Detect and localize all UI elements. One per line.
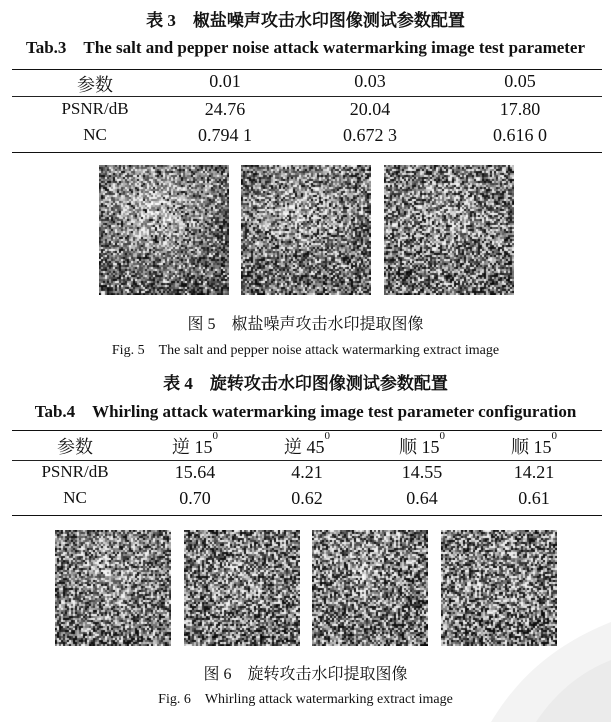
table4-row1-col4: 14.21 bbox=[513, 462, 555, 482]
fig6-caption-cn: 图 6 旋转攻击水印提取图像 bbox=[203, 666, 408, 683]
table3-title-cn: 表 3 椒盐噪声攻击水印图像测试参数配置 bbox=[146, 11, 465, 30]
fig6-image-3 bbox=[312, 530, 428, 646]
table3-row2-label: NC bbox=[83, 125, 107, 144]
table4-header-rule bbox=[12, 460, 602, 461]
fig5-image-3 bbox=[384, 165, 514, 295]
table4-header-col4: 顺 $15^0$ bbox=[511, 430, 557, 457]
table3-row1-col3: 17.80 bbox=[499, 99, 541, 119]
fig5-image-2 bbox=[241, 165, 371, 295]
table4-row2-col1: 0.70 bbox=[179, 488, 211, 508]
table3-title-en: Tab.3 The salt and pepper noise attack watermarking image test parameter bbox=[25, 38, 586, 57]
table3-bottom-rule bbox=[12, 152, 602, 153]
table4-header-param: 参数 bbox=[57, 437, 93, 457]
table4-row2-col3: 0.64 bbox=[406, 488, 438, 508]
table4-row1-col2: 4.21 bbox=[291, 462, 323, 482]
table3-header-rule bbox=[12, 96, 602, 97]
table4-row1-col1: 15.64 bbox=[174, 462, 216, 482]
corner-watermark-decoration bbox=[451, 602, 611, 722]
table4-title-cn: 表 4 旋转攻击水印图像测试参数配置 bbox=[163, 374, 448, 393]
table4-header-col3: 顺 $15^0$ bbox=[399, 430, 445, 457]
fig6-caption-en: Fig. 6 Whirling attack watermarking extract image bbox=[158, 692, 453, 707]
table3-header-col2: 0.03 bbox=[354, 71, 386, 91]
fig5-caption-en: Fig. 5 The salt and pepper noise attack watermarking extract image bbox=[111, 343, 500, 358]
fig5-image-1 bbox=[99, 165, 229, 295]
table4-row1-col3: 14.55 bbox=[401, 462, 443, 482]
table4-row2-label: NC bbox=[63, 488, 87, 507]
table3-row2-col1: 0.794 1 bbox=[198, 125, 252, 145]
table4-row2-col2: 0.62 bbox=[291, 488, 323, 508]
table3-row1-col1: 24.76 bbox=[204, 99, 246, 119]
table4-header-col2: 逆 $45^0$ bbox=[284, 430, 330, 457]
fig6-image-1 bbox=[55, 530, 171, 646]
table4-row1-label: PSNR/dB bbox=[41, 462, 109, 481]
table3-row1-label: PSNR/dB bbox=[61, 99, 129, 118]
table3-row2-col3: 0.616 0 bbox=[493, 125, 547, 145]
table4-header-col1: 逆 $15^0$ bbox=[172, 430, 218, 457]
table3-header-col1: 0.01 bbox=[209, 71, 241, 91]
table4-title-en: Tab.4 Whirling attack watermarking image test parameter configuration bbox=[34, 402, 577, 421]
table3-row1-col2: 20.04 bbox=[349, 99, 391, 119]
table4-row2-col4: 0.61 bbox=[518, 488, 550, 508]
table3-top-rule bbox=[12, 69, 602, 70]
table4-bottom-rule bbox=[12, 515, 602, 516]
fig5-caption-cn: 图 5 椒盐噪声攻击水印提取图像 bbox=[187, 316, 424, 333]
table3-row2-col2: 0.672 3 bbox=[343, 125, 397, 145]
fig6-image-2 bbox=[184, 530, 300, 646]
table3-header-col3: 0.05 bbox=[504, 71, 536, 91]
table4-top-rule bbox=[12, 430, 602, 431]
table3-header-param: 参数 bbox=[77, 75, 113, 95]
